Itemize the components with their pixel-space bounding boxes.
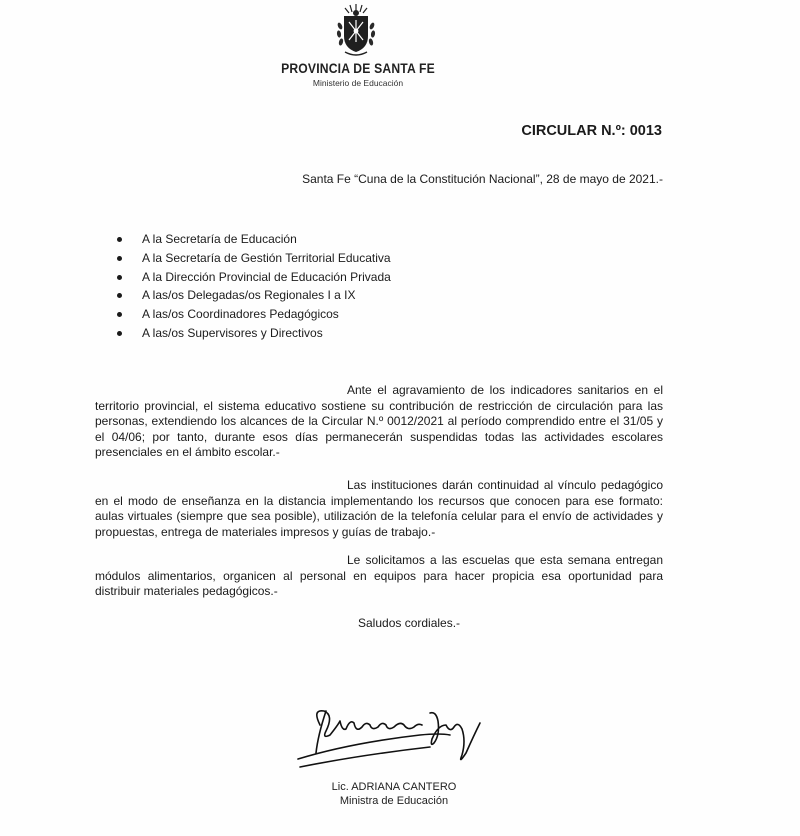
bullet-icon [117,312,122,317]
bullet-icon [117,293,122,298]
circular-number: CIRCULAR N.º: 0013 [521,123,662,139]
recipient-label: A las/os Supervisores y Directivos [142,325,323,340]
recipient-item [117,286,391,305]
place-date-line: Santa Fe “Cuna de la Constitución Nacional”, 28 de mayo de 2021.- [302,172,663,186]
signer-name: Lic. ADRIANA CANTERO [331,781,457,793]
recipients-list [117,230,391,343]
recipient-item [117,249,391,268]
province-seal-icon [333,2,379,58]
recipient-label: A la Secretaría de Gestión Territorial Educativa [142,250,391,265]
recipient-label: A las/os Delegadas/os Regionales I a IX [142,288,356,303]
recipient-item [117,324,391,343]
recipient-item [117,268,391,287]
bullet-icon [117,331,122,336]
closing-greeting: Saludos cordiales.- [358,616,461,630]
bullet-icon [117,237,122,242]
body-paragraph-2: Las instituciones darán continuidad al vínculo pedagógico en el modo de enseñanza en la distancia implementando los recursos que conocen para ese formato: aulas virtuales (siempre que sea posible), utilización de la telefonía celular para el envío de actividades y propuestas, entrega de materiales impresos y guías de trabajo.- [95,478,663,539]
body-paragraph-3: Le solicitamos a las escuelas que esta semana entregan módulos alimentarios, organicen al personal en equipos para hacer propicia esa oportunidad para distribuir materiales pedagógicos.- [95,553,663,599]
signature-image [290,695,500,775]
recipient-item [117,305,391,324]
recipient-item [117,230,391,249]
body-paragraph-1: Ante el agravamiento de los indicadores sanitarios en el territorio provincial, el sistema educativo sostiene su contribución de restricción de circulación para las personas, extendiendo los alcances de la Circular N.º 0012/2021 al período comprendido entre el 31/05 y el 04/06; por tanto, durante esos días permanecerán suspendidas todas las actividades escolares presenciales en el ámbito escolar.- [95,383,663,460]
recipient-label: A las/os Coordinadores Pedagógicos [142,307,339,322]
recipient-label: A la Dirección Provincial de Educación Privada [142,269,391,284]
recipient-label: A la Secretaría de Educación [142,232,297,246]
signer-role: Ministra de Educación [339,795,449,807]
bullet-icon [117,256,122,261]
province-name: PROVINCIA DE SANTA FE [281,61,435,76]
ministry-name: Ministerio de Educación [312,78,404,88]
bullet-icon [117,275,122,280]
